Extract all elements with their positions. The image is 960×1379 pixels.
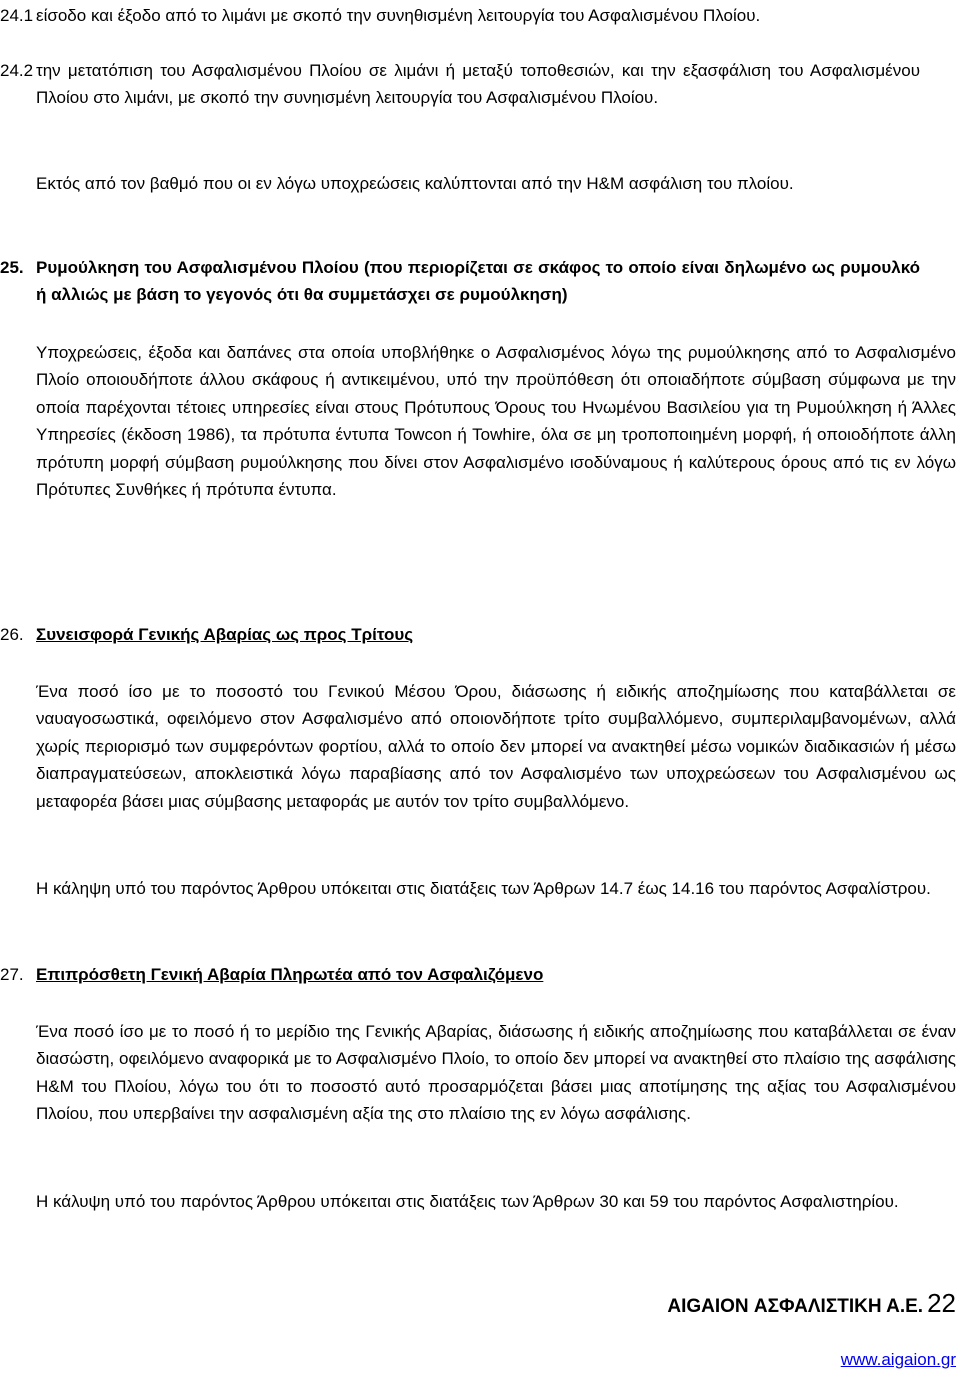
item-text: την μετατόπιση του Ασφαλισμένου Πλοίου σε λιμάνι ή μεταξύ τοποθεσιών, και την εξασφάλιση του Ασφαλισμένου Πλοίου στο λιμάνι, με σκοπό την συνηισμένη λειτουργία του Ασφαλισμένου Πλοίου. — [36, 61, 920, 108]
section-heading: Ρυμούλκηση του Ασφαλισμένου Πλοίου (που περιορίζεται σε σκάφος το οποίο είναι δηλωμένο ως ρυμουλκό ή αλλιώς με βάση το γεγονός ότι θα συμμετάσχει σε ρυμούλκηση) — [36, 258, 920, 305]
section-body: Υποχρεώσεις, έξοδα και δαπάνες στα οποία υποβλήθηκε ο Ασφαλισμένος λόγω της ρυμούλκησης από το Ασφαλισμένο Πλοίο οποιουδήποτε άλλου σκάφους ή αντικειμένου, υπό την προϋπόθεση ότι οποιαδήποτε σύμβαση σύμφωνα με την οποία παρέχονται τέτοιες υπηρεσίες είναι στους Πρότυπους Όρους του Ηνωμένου Βασιλείου για τη Ρυμούλκηση ή Άλλες Υπηρεσίες (έκδοση 1986), τα πρότυπα έντυπα Towcon ή Towhire, όλα σε μη τροποποιημένη μορφή, ή οποιοδήποτε άλλη πρότυπη μορφή σύμβαση ρυμούλκησης που δίνει στον Ασφαλισμένο ισοδύναμους ή καλύτερους όρους από τις εν λόγω Πρότυπες Συνθήκες ή πρότυπα έντυπα. — [36, 343, 956, 500]
item-24-2 — [0, 57, 920, 112]
except-clause — [36, 170, 956, 197]
item-text: είσοδο και έξοδο από το λιμάνι με σκοπό την συνηθισμένη λειτουργία του Ασφαλισμένου Πλοίου. — [36, 6, 761, 25]
item-number: 24.2 — [0, 61, 34, 80]
footer-website-link[interactable]: www.aigaion.gr — [840, 1350, 956, 1369]
section-heading: Συνεισφορά Γενικής Αβαρίας ως προς Τρίτους — [36, 625, 414, 644]
footer-company-name: AIGAION ΑΣΦΑΛΙΣΤΙΚΗ Α.Ε. — [667, 1296, 924, 1317]
section-coverage: Η κάληψη υπό του παρόντος Άρθρου υπόκειται στις διατάξεις των Άρθρων 14.7 έως 14.16 του παρόντος Ασφαλίστρου. — [36, 879, 931, 898]
section-number: 27. — [0, 965, 24, 984]
section-26-heading — [0, 621, 920, 648]
section-27-coverage — [36, 1188, 956, 1215]
section-27-heading — [0, 961, 920, 988]
section-26-body — [36, 678, 956, 815]
section-coverage: Η κάλυψη υπό του παρόντος Άρθρου υπόκειται στις διατάξεις των Άρθρων 30 και 59 του παρόντος Ασφαλιστηρίου. — [36, 1192, 899, 1211]
item-number: 24.1 — [0, 6, 34, 25]
section-26-coverage — [36, 875, 956, 902]
except-clause-text: Εκτός από τον βαθμό που οι εν λόγω υποχρεώσεις καλύπτονται από την H&M ασφάλιση του πλοίου. — [36, 174, 794, 193]
section-25-heading — [0, 254, 920, 309]
section-number: 26. — [0, 625, 24, 644]
footer-brand — [667, 1290, 956, 1320]
section-body: Ένα ποσό ίσο με το ποσοστό του Γενικού Μέσου Όρου, διάσωσης ή ειδικής αποζημίωσης που καταβάλλεται σε ναυαγοσωστικά, οφειλόμενο στον Ασφαλισμένο από οποιονδήποτε τρίτο συμβαλλόμενο, συμπεριλαμβανομένων, αλλά χωρίς περιορισμό των συμφερόντων φορτίου, αλλά το οποίο δεν μπορεί να ανακτηθεί μέσω νομικών διαδικασιών ή μέσω διαπραγματεύσεων, αποκλειστικά λόγω παραβίασης από τον Ασφαλισμένο των υποχρεώσεων του Ασφαλισμένου ως μεταφορέα βάσει μιας σύμβασης μεταφοράς με αυτόν τον τρίτο συμβαλλόμενο. — [36, 682, 956, 811]
page-number: 22 — [927, 1288, 956, 1318]
section-27-body — [36, 1018, 956, 1128]
item-24-1 — [0, 2, 920, 29]
section-body: Ένα ποσό ίσο με το ποσό ή το μερίδιο της Γενικής Αβαρίας, διάσωσης ή ειδικής αποζημίωσης που καταβάλλεται σε έναν διασώστη, οφειλόμενο αναφορικά με το Ασφαλισμένο Πλοίο, το οποίο δεν μπορεί να ανακτηθεί στο πλαίσιο της ασφάλισης H&M του Πλοίου, λόγω του ότι το ποσοστό αυτό προσαρμόζεται βάσει μιας αποτίμησης της αξίας του Ασφαλισμένου Πλοίου, που υπερβαίνει την ασφαλισμένη αξία της στο πλαίσιο της εν λόγω ασφάλισης. — [36, 1022, 956, 1124]
section-number: 25. — [0, 258, 24, 277]
section-25-body — [36, 339, 956, 503]
section-heading: Επιπρόσθετη Γενική Αβαρία Πληρωτέα από τον Ασφαλιζόμενο — [36, 965, 544, 984]
